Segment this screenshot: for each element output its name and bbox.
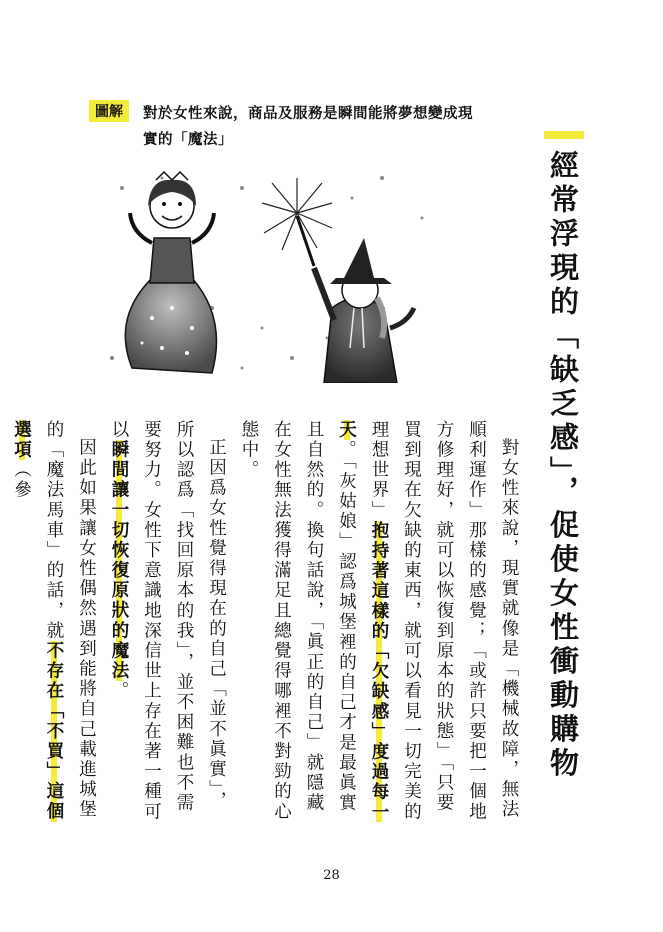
witch-figure	[314, 238, 414, 383]
caption-tag: 圖解	[89, 100, 129, 122]
page-number: 28	[323, 868, 340, 883]
highlighted-text: 不存在「不買」這個選項	[11, 420, 64, 823]
section-heading: 經常浮現的「缺乏感」，促使女性衝動購物	[546, 150, 580, 782]
body-text	[5, 420, 525, 830]
body-paragraph	[5, 420, 103, 830]
text-run: （參	[11, 460, 32, 501]
body-paragraph	[233, 420, 526, 830]
caption-text: 對於女性來說，商品及服務是瞬間能將夢想變成現實的「魔法」	[143, 106, 473, 148]
text-run: 正因爲女性覺得現在的自己「並不眞實」，所以認爲「找回原本的我」，並不困難也不需要努力。女性下意識地深信世上存在著一種可以	[109, 420, 227, 822]
text-run: 。「灰姑娘」認爲城堡裡的自己才是最眞實且自然的。換句話說，「眞正的自己」就隱藏在女性無法獲得滿足且總覺得哪裡不對勁的心態中。	[239, 420, 357, 822]
heading-accent-bar	[544, 131, 584, 139]
princess-figure	[125, 172, 216, 373]
highlighted-text: 抱持著這樣的「欠缺感」度過每一天	[336, 420, 389, 822]
text-run: 因此如果讓女性偶然遇到能將自己載進城堡的「魔法馬車」的話，就	[44, 420, 97, 820]
text-run: 。	[109, 681, 129, 702]
princess-witch-illustration	[92, 158, 442, 383]
body-paragraph	[103, 420, 233, 830]
text-run: 對女性來說，現實就像是「機械故障，無法順利運作」那樣的感覺；「或許只要把一個地方修理好，就可以恢復到原本的狀態」「只要買到現在欠缺的東西，就可以看見一切完美的理想世界」	[369, 420, 519, 822]
highlighted-text: 瞬間讓一切恢復原狀的魔法	[109, 440, 129, 682]
